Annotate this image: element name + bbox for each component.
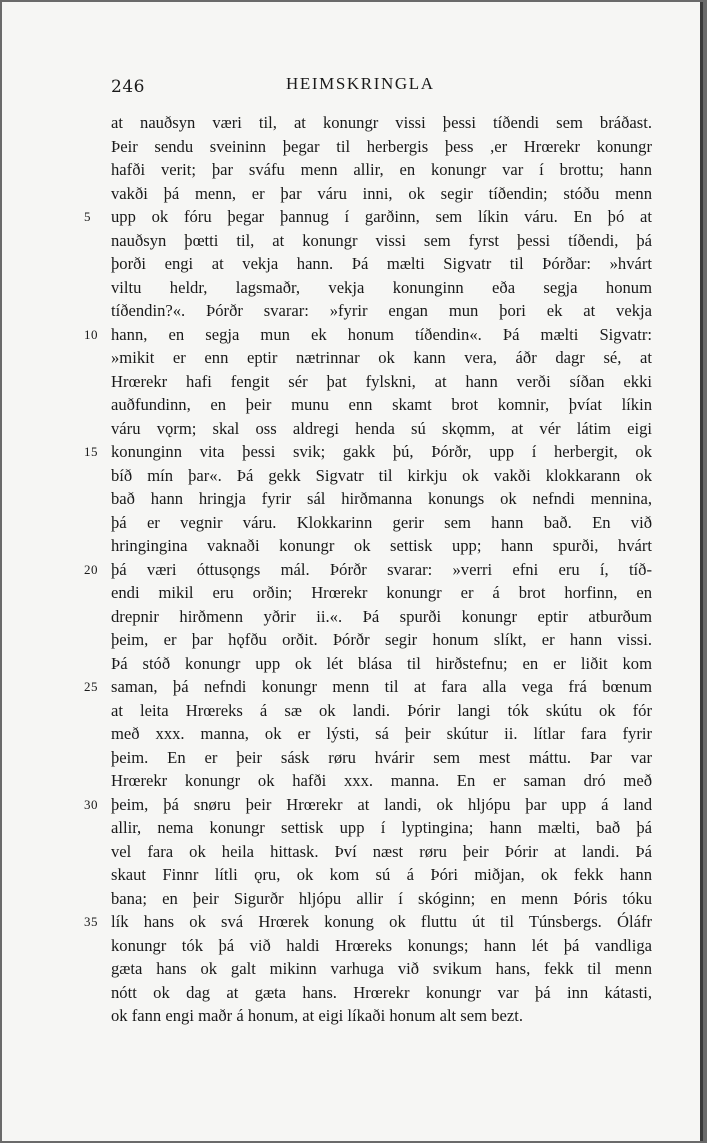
line-text: Hrœrekr hafi fengit sér þat fylskni, at hann verði síðan ekki — [111, 371, 652, 391]
line-number: 15 — [84, 444, 98, 459]
line-text: Þeir sendu sveininn þegar til herbergis þess ,er Hrœrekr konungr — [111, 136, 652, 156]
text-line — [111, 863, 652, 887]
line-text: konunginn vita þessi svik; gakk þú, Þórðr, upp í herbergit, ok — [111, 442, 652, 461]
line-text: konungr tók þá við haldi Hrœreks konungs; hann lét þá vandliga — [111, 935, 652, 955]
line-text: með xxx. manna, ok er lýsti, sá þeir skútur ii. lítlar fara fyrir — [111, 724, 652, 743]
line-text: þá væri óttusǫngs mál. Þórðr svarar: »verri efni eru í, tíð- — [111, 559, 652, 579]
line-text: Þá stóð konungr upp ok lét blása til hirðstefnu; en er liðit kom — [111, 653, 652, 673]
text-line — [111, 111, 652, 135]
line-text: at nauðsyn væri til, at konungr vissi þessi tíðendi sem bráðast. — [111, 113, 652, 132]
line-text: »mikit er enn eptir nætrinnar ok kann vera, áðr dagr sé, at — [111, 348, 652, 367]
text-line — [84, 793, 652, 817]
line-text: þorði engi at vekja hann. Þá mælti Sigvatr til Þórðar: »hvárt — [111, 254, 652, 273]
text-line — [111, 934, 652, 958]
line-text: skaut Finnr lítli ǫru, ok kom sú á Þóri miðjan, ok fekk hann — [111, 865, 652, 884]
line-text: drepnir hirðmenn yðrir ii.«. Þá spurði konungr eptir atburðum — [111, 606, 652, 626]
line-text: gæta hans ok galt mikinn varhuga við svikum hans, fekk til menn — [111, 959, 652, 978]
text-line — [111, 393, 652, 417]
page-edge-shadow — [700, 2, 703, 1141]
line-text: at leita Hrœreks á sæ ok landi. Þórir langi tók skútu ok fór — [111, 700, 652, 720]
text-line — [111, 299, 652, 323]
text-line — [111, 722, 652, 746]
text-line — [111, 605, 652, 629]
line-text: bíð mín þar«. Þá gekk Sigvatr til kirkju ok vakði klokkarann ok — [111, 465, 652, 485]
text-line — [84, 323, 652, 347]
text-line — [111, 276, 652, 300]
text-line — [84, 558, 652, 582]
line-text: ok fann engi maðr á honum, at eigi líkaði honum alt sem bezt. — [111, 1006, 523, 1025]
text-line — [111, 746, 652, 770]
text-line — [111, 981, 652, 1005]
text-line — [84, 910, 652, 934]
line-text: allir, nema konungr settisk upp í lyptingina; hann mælti, bað þá — [111, 818, 652, 837]
line-text: nauðsyn þœtti til, at konungr vissi sem fyrst þessi tíðendi, þá — [111, 230, 652, 250]
line-text: tíðendin?«. Þórðr svarar: »fyrir engan mun þori ek at vekja — [111, 301, 652, 320]
line-text: upp ok fóru þegar þannug í garðinn, sem líkin váru. En þó at — [111, 207, 652, 226]
text-line — [111, 628, 652, 652]
book-page — [2, 2, 700, 1141]
text-line — [111, 229, 652, 253]
text-line — [111, 840, 652, 864]
text-line — [111, 417, 652, 441]
line-text: nótt ok dag at gæta hans. Hrœrekr konungr var þá inn kátasti, — [111, 982, 652, 1002]
text-line — [111, 370, 652, 394]
text-line — [111, 581, 652, 605]
text-line — [111, 346, 652, 370]
text-line — [84, 440, 652, 464]
line-text: Hrœrekr konungr ok hafði xxx. manna. En er saman dró með — [111, 771, 652, 790]
line-text: hringingina vaknaði konungr ok settisk upp; hann spurði, hvárt — [111, 536, 652, 555]
line-text: hann, en segja mun ek honum tíðendin«. Þá mælti Sigvatr: — [111, 324, 652, 344]
text-line — [111, 887, 652, 911]
line-text: hafði verit; þar sváfu menn allir, en konungr var í brottu; hann — [111, 160, 652, 179]
text-line — [111, 511, 652, 535]
line-number: 30 — [84, 796, 98, 812]
text-line — [84, 675, 652, 699]
text-line — [111, 135, 652, 159]
text-line — [111, 182, 652, 206]
line-number: 20 — [84, 561, 98, 577]
line-number: 10 — [84, 326, 98, 342]
text-line — [111, 816, 652, 840]
line-text: lík hans ok svá Hrœrek konung ok fluttu út til Túnsbergs. Óláfr — [111, 912, 652, 931]
text-line — [111, 464, 652, 488]
text-line — [111, 1004, 652, 1028]
running-head: HEIMSKRINGLA — [286, 74, 435, 93]
body-text — [84, 111, 652, 1028]
line-text: þeim. En er þeir sásk røru hvárir sem mest máttu. Þar var — [111, 747, 652, 767]
line-text: þeim, er þar hǫfðu orðit. Þórðr segir honum slíkt, er hann vissi. — [111, 630, 652, 649]
line-text: váru vǫrm; skal oss aldregi henda sú skǫmm, at vér látim eigi — [111, 418, 652, 438]
page-number: 246 — [111, 77, 145, 97]
line-text: þá er vegnir váru. Klokkarinn gerir sem hann bað. En við — [111, 512, 652, 532]
line-text: bað hann hringja fyrir sál hirðmanna konungs ok nefndi mennina, — [111, 489, 652, 508]
text-line — [84, 205, 652, 229]
line-text: þeim, þá snøru þeir Hrœrekr at landi, ok hljópu þar upp á land — [111, 794, 652, 814]
line-number: 25 — [84, 679, 98, 694]
text-line — [111, 534, 652, 558]
text-line — [111, 652, 652, 676]
line-text: endi mikil eru orðin; Hrœrekr konungr er á brot horfinn, en — [111, 583, 652, 602]
line-text: auðfundinn, en þeir munu enn skamt brot komnir, þvíat líkin — [111, 395, 652, 414]
text-line — [111, 158, 652, 182]
line-text: vakði þá menn, er þar váru inni, ok segir tíðendin; stóðu menn — [111, 183, 652, 203]
line-text: saman, þá nefndi konungr menn til at fara alla vega frá bœnum — [111, 677, 652, 696]
line-number: 35 — [84, 914, 98, 929]
line-text: vel fara ok heila hittask. Því næst røru þeir Þórir at landi. Þá — [111, 841, 652, 861]
text-line — [111, 699, 652, 723]
text-line — [111, 487, 652, 511]
line-number: 5 — [84, 209, 91, 224]
line-text: bana; en þeir Sigurðr hljópu allir í skóginn; en menn Þóris tóku — [111, 888, 652, 908]
text-line — [111, 957, 652, 981]
text-line — [111, 769, 652, 793]
text-line — [111, 252, 652, 276]
line-text: viltu heldr, lagsmaðr, vekja konunginn eða segja honum — [111, 277, 652, 297]
